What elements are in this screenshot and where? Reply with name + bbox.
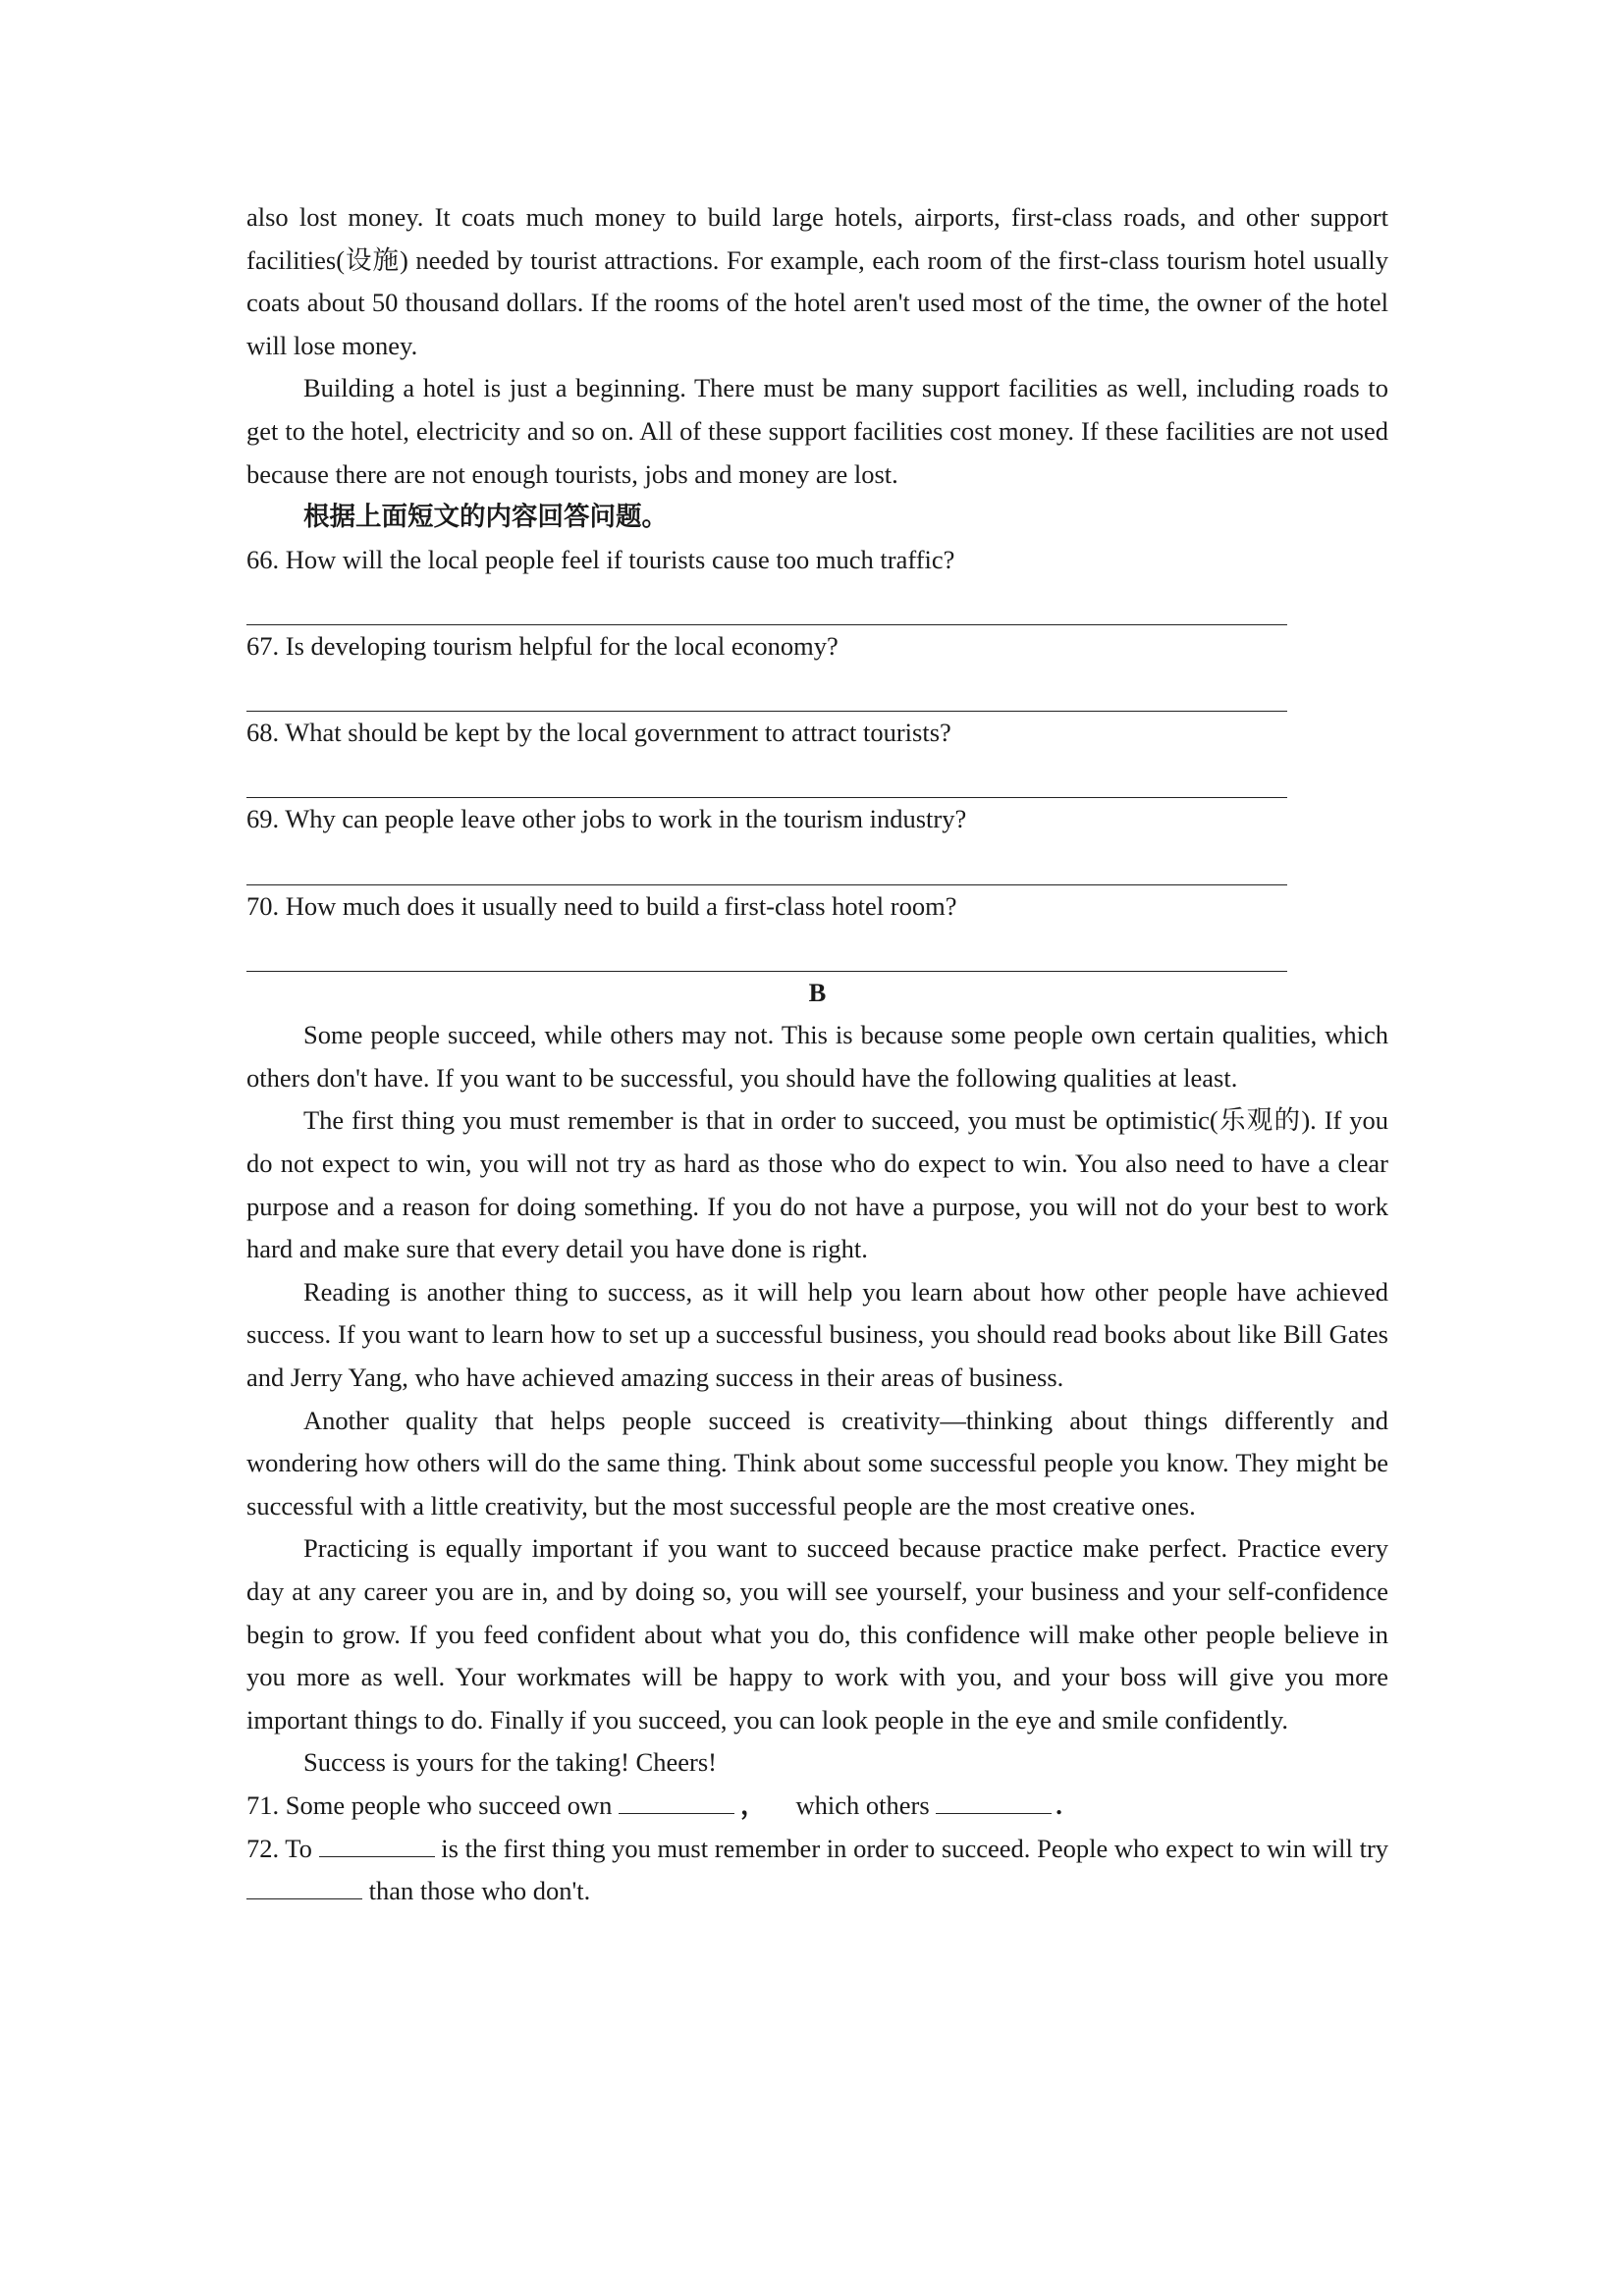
question-71-part2: which others	[795, 1789, 937, 1820]
blank-71a[interactable]	[619, 1791, 734, 1814]
blank-72a[interactable]	[319, 1835, 435, 1857]
passage-b-paragraph: Success is yours for the taking! Cheers!	[303, 1747, 717, 1778]
passage-a-paragraph: also lost money. It coats much money to build large hotels, airports, first-class roads, and other support facilities(设施) needed by tourist attractions. For example, each room of the first-class tourism hotel usually coats about 50 thousand dollars. If the rooms of the hotel aren't used most of the time, the owner of the hotel will lose money.	[246, 202, 1388, 360]
question-68: 68. What should be kept by the local government to attract tourists?	[246, 718, 951, 748]
blank-71b[interactable]	[936, 1791, 1052, 1814]
question-69: 69. Why can people leave other jobs to work in the tourism industry?	[246, 804, 967, 834]
question-70: 70. How much does it usually need to build a first-class hotel room?	[246, 890, 957, 921]
answer-line-67[interactable]	[246, 668, 1287, 713]
instruction-text: 根据上面短文的内容回答问题。	[303, 502, 668, 532]
passage-b-paragraph: Reading is another thing to success, as it will help you learn about how other people have achieved success. If you want to learn how to set up a successful business, you should read books about like Bill Gates and Jerry Yang, who have achieved amazing success in their areas of business.	[246, 1276, 1388, 1393]
question-71-dot: .	[1056, 1789, 1062, 1820]
answer-line-66[interactable]	[246, 581, 1287, 625]
question-72-part3: than those who don't.	[362, 1876, 591, 1906]
question-72	[246, 1828, 1388, 1913]
question-72-part1: 72. To	[246, 1833, 319, 1863]
question-71-comma: ，	[740, 1789, 767, 1820]
section-title-b: B	[808, 977, 827, 1007]
passage-b-paragraph: Practicing is equally important if you want to succeed because practice make perfect. Practice every day at any career you are in, and by doing so, you will see yourself, your business and your self-confidence begin to grow. If you feed confident about what you do, this confidence will make other people believe in you more as well. Your workmates will be happy to work with you, and your boss will give you more important things to do. Finally if you succeed, you can look people in the eye and smile confidently.	[246, 1533, 1388, 1735]
question-71-part1: 71. Some people who succeed own	[246, 1789, 620, 1820]
answer-line-70[interactable]	[246, 928, 1287, 972]
question-72-part2: is the first thing you must remember in order to succeed. People who expect to win will try	[434, 1833, 1389, 1863]
passage-a-paragraph: Building a hotel is just a beginning. There must be many support facilities as well, including roads to get to the hotel, electricity and so on. All of these support facilities cost money. If these facilities are not used because there are not enough tourists, jobs and money are lost.	[246, 373, 1388, 489]
blank-72b[interactable]	[246, 1877, 362, 1899]
page-content	[246, 196, 1388, 1913]
question-66: 66. How will the local people feel if tourists cause too much traffic?	[246, 544, 955, 574]
answer-line-68[interactable]	[246, 755, 1287, 799]
passage-b-paragraph: The first thing you must remember is that in order to succeed, you must be optimistic(乐观的). If you do not expect to win, you will not try as hard as those who do expect to win. You also need to have a clear purpose and a reason for doing something. If you do not have a purpose, you will not do your best to work hard and make sure that every detail you have done is right.	[246, 1105, 1388, 1264]
answer-line-69[interactable]	[246, 841, 1287, 885]
passage-b-paragraph: Another quality that helps people succeed is creativity—thinking about things differently and wondering how others will do the same thing. Think about some successful people you know. They might be successful with a little creativity, but the most successful people are the most creative ones.	[246, 1405, 1388, 1521]
passage-b-paragraph: Some people succeed, while others may not. This is because some people own certain qualities, which others don't have. If you want to be successful, you should have the following qualities at least.	[246, 1020, 1388, 1093]
question-67: 67. Is developing tourism helpful for the local economy?	[246, 630, 839, 661]
question-71	[246, 1785, 1388, 1828]
